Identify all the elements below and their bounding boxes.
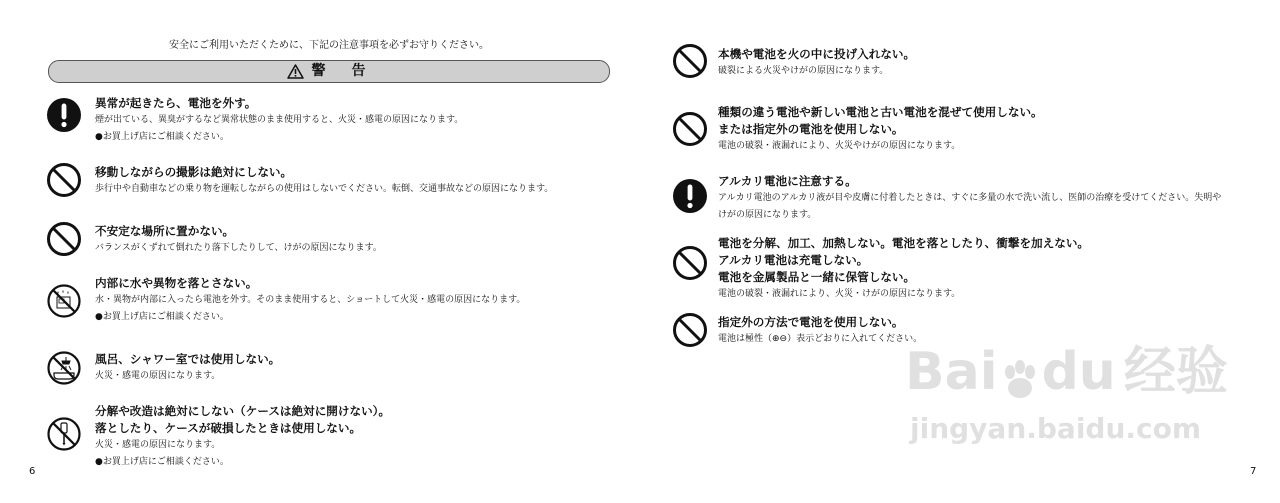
page-number-right: 7 bbox=[1250, 466, 1257, 477]
warning-banner bbox=[48, 60, 610, 83]
item-title: アルカリ電池に注意する。 bbox=[718, 174, 857, 188]
prohibition-icon bbox=[672, 111, 708, 147]
item-body: バランスがくずれて倒れたり落下したりして、けがの原因になります。 bbox=[95, 243, 382, 253]
item-body: 電池は極性（⊕⊖）表示どおりに入れてください。 bbox=[718, 334, 923, 344]
banner-label: 警 告 bbox=[311, 63, 372, 79]
warning-item-no-shooting-while-moving bbox=[95, 164, 610, 198]
prohibition-icon bbox=[46, 221, 82, 257]
item-title: 異常が起きたら、電池を外す。 bbox=[95, 96, 257, 110]
item-body: けがの原因になります。 bbox=[718, 210, 817, 220]
item-title: 本機や電池を火の中に投げ入れない。 bbox=[718, 47, 916, 61]
prohibition-icon bbox=[672, 43, 708, 79]
item-body: 電池の破裂・液漏れにより、火災・けがの原因になります。 bbox=[718, 289, 961, 299]
item-body: 水・異物が内部に入ったら電池を外す。そのまま使用すると、ショートして火災・感電の原因になります。 bbox=[95, 295, 526, 305]
item-body: 火災・感電の原因になります。 bbox=[95, 440, 221, 450]
item-note: ●お買上げ店にご相談ください。 bbox=[95, 312, 229, 322]
warning-triangle-icon bbox=[287, 64, 304, 79]
item-title: 風呂、シャワー室では使用しない。 bbox=[95, 352, 281, 366]
item-title: 指定外の方法で電池を使用しない。 bbox=[718, 315, 904, 329]
item-title: または指定外の電池を使用しない。 bbox=[718, 122, 904, 136]
item-body: 破裂による火災やけがの原因になります。 bbox=[718, 66, 889, 76]
prohibition-icon bbox=[672, 312, 708, 348]
item-body: 電池の破裂・液漏れにより、火災やけがの原因になります。 bbox=[718, 141, 961, 151]
item-note: ●お買上げ店にご相談ください。 bbox=[95, 457, 229, 467]
intro-text: 安全にご利用いただくために、下記の注意事項を必ずお守りください。 bbox=[169, 40, 489, 51]
item-title: 移動しながらの撮影は絶対にしない。 bbox=[95, 165, 293, 179]
warning-item-unstable-place bbox=[95, 223, 610, 257]
item-title: 分解や改造は絶対にしない（ケースは絶対に開けない）。 bbox=[95, 404, 391, 418]
item-body: 火災・感電の原因になります。 bbox=[95, 371, 221, 381]
no-water-icon bbox=[46, 283, 82, 319]
warning-item-alkaline-caution bbox=[718, 173, 1266, 224]
warning-item-no-disassembly bbox=[95, 403, 610, 471]
item-body: 歩行中や自動車などの乗り物を運転しながらの使用はしないでください。転倒、交通事故などの原因になります。 bbox=[95, 184, 554, 194]
no-disassembly-icon bbox=[46, 416, 82, 452]
item-body: アルカリ電池のアルカリ液が目や皮膚に付着したときは、すぐに多量の水で洗い流し、医師の治療を受けてください。失明や bbox=[718, 193, 1222, 203]
no-shower-icon bbox=[46, 350, 82, 386]
watermark-brand-left: Bai bbox=[905, 342, 998, 402]
watermark-brand-right: du bbox=[1041, 342, 1116, 402]
warning-item-no-water-inside bbox=[95, 275, 610, 326]
prohibition-icon bbox=[672, 245, 708, 281]
paw-icon bbox=[998, 353, 1042, 397]
item-title: アルカリ電池は充電しない。 bbox=[718, 253, 869, 267]
item-title: 電池を金属製品と一緒に保管しない。 bbox=[718, 270, 916, 284]
item-body: 煙が出ている、異臭がするなど異常状態のまま使用すると、火災・感電の原因になります。 bbox=[95, 115, 464, 125]
warning-item-no-mixing-batteries bbox=[718, 104, 1266, 155]
item-title: 電池を分解、加工、加熱しない。電池を落としたり、衝撃を加えない。 bbox=[718, 236, 1090, 250]
warning-item-battery-handling bbox=[718, 235, 1266, 303]
watermark-brand bbox=[905, 340, 1228, 404]
item-title: 内部に水や異物を落とさない。 bbox=[95, 276, 258, 290]
item-note: ●お買上げ店にご相談ください。 bbox=[95, 132, 229, 142]
mandatory-exclamation-icon bbox=[672, 178, 708, 214]
page-number-left: 6 bbox=[29, 466, 36, 477]
item-title: 落としたり、ケースが破損したときは使用しない。 bbox=[95, 421, 362, 435]
item-title: 種類の違う電池や新しい電池と古い電池を混ぜて使用しない。 bbox=[718, 105, 1043, 119]
warning-item-remove-battery bbox=[95, 95, 610, 146]
mandatory-exclamation-icon bbox=[46, 97, 82, 133]
warning-item-no-bathroom-use bbox=[95, 351, 610, 385]
watermark-brand-cn: 经验 bbox=[1123, 342, 1228, 402]
item-title: 不安定な場所に置かない。 bbox=[95, 224, 235, 238]
warning-item-no-fire bbox=[718, 46, 1266, 80]
watermark-url: jingyan.baidu.com bbox=[910, 412, 1202, 445]
prohibition-icon bbox=[46, 162, 82, 198]
